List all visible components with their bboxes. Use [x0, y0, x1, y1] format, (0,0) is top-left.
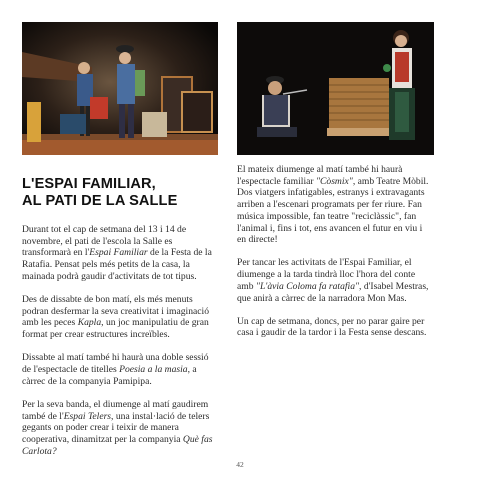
page-number: 42: [236, 460, 244, 469]
text-run: Dissabte al matí també hi haurà una doble sessió de l'espectacle de titelles: [22, 352, 209, 376]
italic-text: Espai Familiar: [89, 247, 148, 259]
text-run: El mateix diumenge al matí també hi haurà l'espectacle familiar: [237, 164, 403, 187]
heading-line-1: L'ESPAI FAMILIAR,: [22, 176, 156, 192]
text-run: , una instal·lació de telers gegants on poder crear i teixir de manera cooperativa, dinamitzat per la companyia: [22, 410, 210, 446]
paragraph: [237, 164, 433, 246]
text-run: de la Festa de la Ratafia. Pensat pels més petits de la casa, la mainada podrà gaudir d'activitats de tot tipus.: [22, 247, 212, 282]
heading-line-2: AL PATI DE LA SALLE: [22, 193, 178, 209]
text-run: , un joc manipulatiu de gran format per crear estructures increïbles.: [22, 317, 209, 341]
text-run: Per la seva banda, el diumenge al matí gaudirem també de l': [22, 398, 209, 422]
paragraph: [237, 257, 433, 304]
text-run: Durant tot el cap de setmana del 13 i 14 de novembre, el pati de l'escola la Salle es transformarà en l': [22, 224, 187, 259]
text-run: , amb Teatre Mòbil. Dos viatgers infatigables, estranys i extravagants arriben a l'escenari programats per fer riure. Fan música impossible, fan teatre "reciclàssic", fan l'animal i, fins i tot, ens avancen el futur en viu i en directe!: [237, 175, 429, 246]
stage-scene-illustration: [22, 22, 218, 155]
italic-text: Poesia a la masia: [119, 364, 188, 376]
italic-text: Espai Telers: [63, 410, 112, 422]
text-run: Un cap de setmana, doncs, per no parar gaire per casa i gaudir de la tardor i la Festa sense descans.: [237, 315, 427, 339]
paragraph: [22, 294, 218, 341]
italic-text: "Còsmix": [315, 175, 353, 187]
left-column: [22, 176, 218, 469]
text-run: , d'Isabel Mestras, que anirà a càrrec de la narradora Mon Mas.: [237, 280, 429, 304]
paragraph: [22, 352, 218, 387]
italic-text: Kapla: [77, 317, 102, 329]
right-column: [237, 164, 433, 351]
paragraph: [22, 399, 218, 458]
storyteller-scene-illustration: [237, 22, 434, 155]
text-run: , a càrrec de la companyia Pamipipa.: [22, 364, 197, 387]
text-run: Per tancar les activitats de l'Espai Familiar, el diumenge a la tarda tindrà lloc l'hora del conte amb: [237, 257, 416, 292]
photo-stage-performers: [22, 22, 218, 155]
article-heading: [22, 176, 218, 210]
paragraph: [237, 316, 433, 339]
text-run: Des de dissabte de bon matí, els més menuts podran desfermar la seva creativitat i imaginació amb les peces: [22, 294, 209, 329]
photo-storytellers: [237, 22, 434, 155]
italic-text: "L'àvia Coloma fa ratafia": [255, 280, 360, 292]
paragraph: [22, 224, 218, 283]
italic-text: Què fas Carlota?: [22, 434, 213, 457]
